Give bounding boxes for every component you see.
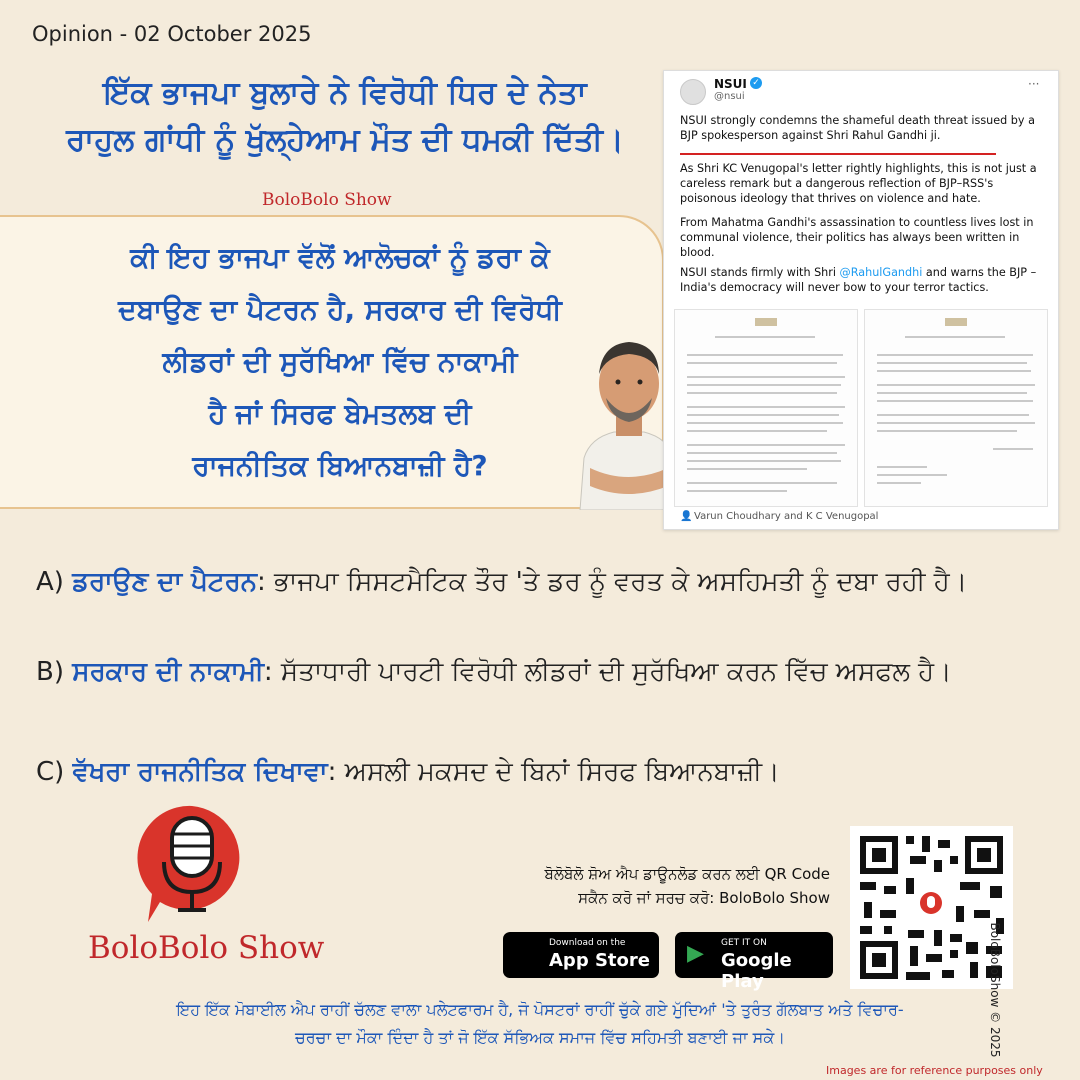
headline-line: ਰਾਹੁਲ ਗਾਂਧੀ ਨੂੰ ਖੁੱਲ੍ਹੇਆਮ ਮੌਤ ਦੀ ਧਮਕੀ ਦਿੱਤੀ। [66,122,624,158]
emblem-icon [945,318,967,326]
question-line: ਦਬਾਉਣ ਦਾ ਪੈਟਰਨ ਹੈ, ਸਰਕਾਰ ਦੀ ਵਿਰੋਧੀ [118,293,562,326]
google-play-icon: ▶ [687,941,704,966]
option-text: : ਸੱਤਾਧਾਰੀ ਪਾਰਟੀ ਵਿਰੋਧੀ ਲੀਡਰਾਂ ਦੀ ਸੁਰੱਖਿਆ ਕਰਨ ਵਿੱਚ ਅਸਫਲ ਹੈ। [263,657,952,687]
app-store-label: App Store [549,950,650,971]
microphone-logo-icon [132,798,252,928]
brand-wordmark-small: BoloBolo Show [262,190,392,210]
disclaimer: Images are for reference purposes only [826,1064,1043,1077]
tweet-text: NSUI stands firmly with Shri [680,266,840,279]
letter-page [674,309,858,507]
option-prefix: A) [36,567,73,597]
download-line: ਸਕੈਨ ਕਰੋ ਜਾਂ ਸਰਚ ਕਰੋ: BoloBolo Show [578,889,830,907]
option-a [36,560,1046,604]
app-store-caption: Download on the [549,938,626,948]
option-text: : ਭਾਜਪਾ ਸਿਸਟਮੈਟਿਕ ਤੌਰ 'ਤੇ ਡਰ ਨੂੰ ਵਰਤ ਕੇ ਅਸਹਿਮਤੀ ਨੂੰ ਦਬਾ ਰਹੀ ਹੈ। [256,567,968,597]
app-store-button[interactable] [503,932,659,978]
tweet-paragraph: As Shri KC Venugopal's letter rightly highlights, this is not just a careless remark but a dangerous reflection of BJP–RSS's poisonous ideology that thrives on violence and hate. [680,162,1037,205]
question-line: ਕੀ ਇਹ ਭਾਜਪਾ ਵੱਲੋਂ ਆਲੋਚਕਾਂ ਨੂੰ ਡਰਾ ਕੇ [130,241,550,274]
option-b [36,650,1046,694]
emblem-icon [755,318,777,326]
tweet-paragraph: NSUI strongly condemns the shameful death threat issued by a BJP spokesperson against Shri Rahul Gandhi ji. [680,114,1035,142]
tweet-text: and warns the BJP – India's democracy will never bow to your terror tactics. [680,266,1037,294]
question-text [40,232,640,492]
tweet-tagged-people: Varun Choudhary and K C Venugopal [694,511,879,522]
option-c [36,750,1046,794]
tweet-author-name: NSUI [714,77,747,91]
date-label: Opinion - 02 October 2025 [32,22,312,46]
google-play-label: Google Play [721,950,792,992]
question-line: ਰਾਜਨੀਤਿਕ ਬਿਆਨਬਾਜ਼ੀ ਹੈ? [192,449,488,482]
option-text: : ਅਸਲੀ ਮਕਸਦ ਦੇ ਬਿਨਾਂ ਸਿਰਫ ਬਿਆਨਬਾਜ਼ੀ। [327,757,780,787]
google-play-button[interactable] [675,932,833,992]
headline-line: ਇੱਕ ਭਾਜਪਾ ਬੁਲਾਰੇ ਨੇ ਵਿਰੋਧੀ ਧਿਰ ਦੇ ਨੇਤਾ [103,75,587,111]
question-line: ਲੀਡਰਾਂ ਦੀ ਸੁਰੱਖਿਆ ਵਿੱਚ ਨਾਕਾਮੀ [162,345,518,378]
tweet-screenshot [663,70,1059,530]
question-line: ਹੈ ਜਾਂ ਸਿਰਫ ਬੇਮਤਲਬ ਦੀ [208,397,472,430]
option-prefix: B) [36,657,73,687]
option-title: ਵੱਖਰਾ ਰਾਜਨੀਤਿਕ ਦਿਖਾਵਾ [72,757,328,787]
download-line: ਬੋਲੋਬੋਲੋ ਸ਼ੋਅ ਐਪ ਡਾਊਨਲੋਡ ਕਰਨ ਲਈ QR Code [544,865,830,883]
option-title: ਡਰਾਉਣ ਦਾ ਪੈਟਰਨ [72,567,257,597]
option-prefix: C) [36,757,73,787]
option-title: ਸਰਕਾਰ ਦੀ ਨਾਕਾਮੀ [72,657,264,687]
letter-page [864,309,1048,507]
verified-badge-icon: ✓ [750,77,762,89]
footer-description [40,996,1040,1052]
tweet-handle: @nsui [714,91,745,102]
tweet-mention: @RahulGandhi [839,266,923,279]
headline [40,70,650,164]
avatar [680,79,706,105]
download-instructions [500,862,830,910]
letter-images [674,309,1048,505]
copyright-label: BoloBoloShow © 2025 [988,922,1002,1058]
highlight-underline [680,153,996,155]
google-play-caption: GET IT ON [721,938,767,948]
tweet-paragraph [680,265,1050,295]
tweet-paragraph: From Mahatma Gandhi's assassination to countless lives lost in communal violence, their politics has always been written in blood. [680,216,1034,259]
person-icon: 👤 [680,511,693,522]
brand-wordmark: BoloBolo Show [88,930,325,966]
footer-line: ਇਹ ਇੱਕ ਮੋਬਾਈਲ ਐਪ ਰਾਹੀਂ ਚੱਲਣ ਵਾਲਾ ਪਲੇਟਫਾਰਮ ਹੈ, ਜੋ ਪੋਸਟਰਾਂ ਰਾਹੀਂ ਚੁੱਕੇ ਗਏ ਮੁੱਦਿਆਂ 'ਤੇ ਤੁਰੰਤ ਗੱਲਬਾਤ ਅਤੇ ਵਿਚਾਰ- [176,1000,904,1019]
footer-line: ਚਰਚਾ ਦਾ ਮੌਕਾ ਦਿੰਦਾ ਹੈ ਤਾਂ ਜੋ ਇੱਕ ਸੱਭਿਅਕ ਸਮਾਜ ਵਿੱਚ ਸਹਿਮਤੀ ਬਣਾਈ ਜਾ ਸਕੇ। [294,1028,786,1047]
more-options-icon: ··· [1028,77,1040,91]
